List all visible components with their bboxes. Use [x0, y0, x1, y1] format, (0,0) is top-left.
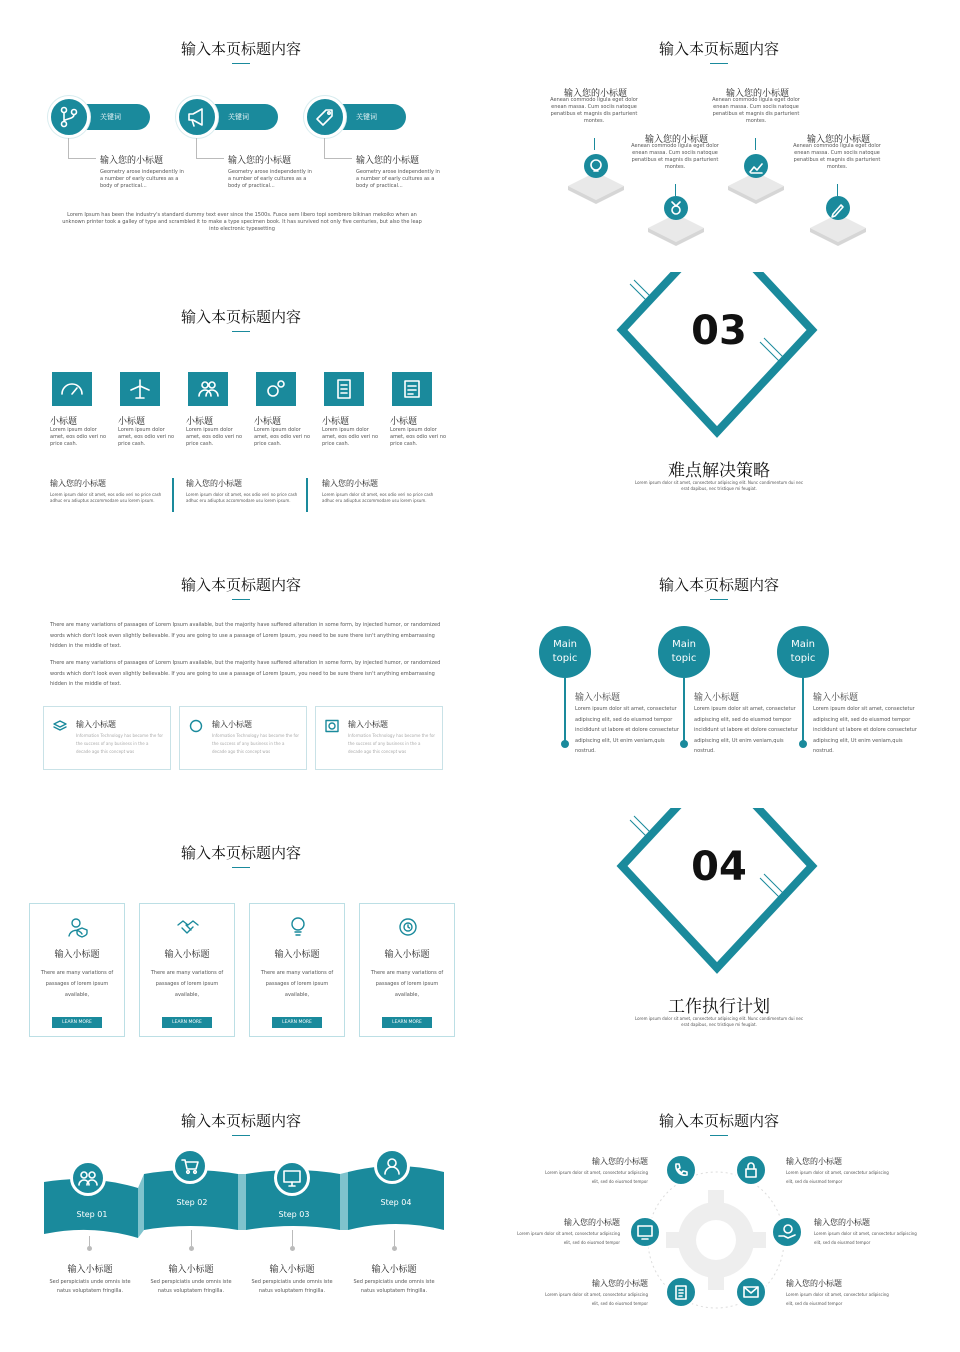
users-icon [188, 372, 228, 406]
slide-1 [6, 4, 476, 268]
item-text: Lorem ipsum dolor sit amet, consectetur adipiscing elit, sed do eiusmod tempor [786, 1170, 889, 1184]
step-label: Step 04 [380, 1198, 412, 1207]
connector-line [324, 158, 352, 159]
info-card [179, 706, 307, 770]
connector-dot [87, 1246, 92, 1251]
item-heading: 小标题 [118, 417, 146, 427]
gears-icon [256, 372, 296, 406]
pencil-icon [837, 184, 838, 196]
card-text: Information Technology has become the for the success of any business in the a decade ago this concept was [76, 733, 164, 754]
title-underline [232, 1135, 250, 1136]
connector-dot [189, 1246, 194, 1251]
item-text: Lorem ipsum dolor amet, eos odio veri no price cash. [186, 427, 243, 447]
topic-line-2: topic [552, 653, 578, 664]
item-text: Geometry arose independently in a number of early cultures as a body of practical... [100, 169, 184, 189]
speedometer-icon [52, 372, 92, 406]
card-heading: 输入小标题 [384, 950, 430, 960]
divider-bar [172, 478, 174, 512]
connector-line [394, 1230, 395, 1246]
item-text: Sed perspiciatis unde omnis iste natus voluptatem fringilla. [49, 1279, 131, 1294]
title-underline [232, 63, 250, 64]
slide-title: 输入本页标题内容 [180, 308, 301, 326]
step-label: Step 01 [76, 1210, 108, 1219]
slide-title: 输入本页标题内容 [180, 40, 301, 58]
item-heading: 输入小标题 [694, 693, 740, 703]
section-number: 04 [691, 844, 747, 890]
slide-7 [6, 808, 476, 1072]
notes-icon [392, 372, 432, 406]
section-title: 工作执行计划 [668, 997, 770, 1017]
feature-card [139, 903, 235, 1037]
slide-title: 输入本页标题内容 [180, 576, 301, 594]
slide-title: 输入本页标题内容 [658, 576, 779, 594]
feature-card [29, 903, 125, 1037]
monitor-code-icon [274, 1160, 310, 1196]
clipboard-icon[interactable] [665, 1276, 697, 1308]
item-heading: 小标题 [50, 417, 78, 427]
stem-dot [680, 740, 688, 748]
card-text: Information Technology has become the for the success of any business in the a decade ago this concept was [348, 733, 436, 754]
item-text: Lorem ipsum dolor amet, eos odio veri no price cash. [390, 427, 447, 447]
bottom-text: Lorem ipsum dolor sit amet, eos odio veri no price cash adhuc eru adiuptus accommodare usu lorem ipsum. [50, 492, 162, 503]
growth-chart-icon [755, 138, 756, 150]
item-heading: 输入您的小标题 [564, 89, 628, 99]
item-heading: 输入小标题 [575, 693, 621, 703]
item-heading: 输入您的小标题 [786, 1279, 842, 1288]
item-heading: 输入小标题 [813, 693, 859, 703]
topic-line-2: topic [671, 653, 697, 664]
center-gear [636, 1160, 796, 1320]
stem-dot [561, 740, 569, 748]
item-heading: 输入您的小标题 [786, 1157, 842, 1166]
title-underline [232, 599, 250, 600]
chat-icon [188, 719, 204, 733]
item-heading: 输入小标题 [168, 1265, 214, 1275]
paragraph: There are many variations of passages of Lorem Ipsum available, but the majority have suffered alteration in some form, by injected humor, or randomized words which don't look even slightly believable. If you are going to use a passage of Lorem Ipsum, you need to be sure there isn't anything embarrassing hidden in the middle of text. [50, 660, 441, 687]
card-heading: 输入小标题 [212, 720, 252, 729]
section-number: 03 [691, 308, 747, 354]
feature-card [359, 903, 455, 1037]
section-text: Lorem ipsum dolor sit amet, consectetur adipiscing elit. Nunc condimentum dui nec erat dapibus, nec tristique mi feugiat. [634, 480, 804, 491]
paragraph: There are many variations of passages of Lorem Ipsum available, but the majority have suffered alteration in some form, by injected humor, or randomized words which don't look even slightly believable. If you are going to use a passage of Lorem Ipsum, you need to be sure there isn't anything embarrassing hidden in the middle of text. [50, 622, 441, 649]
stem-dot [799, 740, 807, 748]
slide-9 [6, 1076, 476, 1340]
bottom-heading: 输入您的小标题 [322, 479, 378, 488]
handshake-icon [176, 916, 200, 938]
connector-line [196, 158, 224, 159]
connector-line [191, 1230, 192, 1246]
item-text: Lorem ipsum dolor sit amet, consectetur adipiscing elit, sed do eiusmod tempor [545, 1170, 648, 1184]
topic-circle [777, 626, 829, 678]
item-heading: 输入小标题 [371, 1265, 417, 1275]
item-text: Geometry arose independently in a number of early cultures as a body of practical... [356, 169, 440, 189]
bottom-heading: 输入您的小标题 [50, 479, 106, 488]
lightbulb-icon [594, 138, 595, 150]
connector-line [324, 138, 325, 158]
item-text: Sed perspiciatis unde omnis iste natus voluptatem fringilla. [353, 1279, 435, 1294]
item-heading: 输入您的小标题 [228, 156, 292, 166]
connector-dot [392, 1246, 397, 1251]
card-text: Information Technology has become the for the success of any business in the a decade ago this concept was [212, 733, 300, 754]
phone-icon[interactable] [665, 1154, 697, 1186]
medal-icon [675, 184, 676, 196]
item-text: Lorem ipsum dolor amet, eos odio veri no price cash. [118, 427, 175, 447]
envelope-icon[interactable] [735, 1276, 767, 1308]
item-text: Sed perspiciatis unde omnis iste natus voluptatem fringilla. [150, 1279, 232, 1294]
learn-more-button[interactable]: LEARN MORE [272, 1017, 322, 1028]
money-hand-icon[interactable] [771, 1216, 803, 1248]
card-heading: 输入小标题 [274, 950, 320, 960]
step-label: Step 03 [278, 1210, 310, 1219]
lock-icon[interactable] [735, 1154, 767, 1186]
keyword-label: 关键词 [100, 113, 121, 121]
item-text: Aenean commodo ligula eget dolor enean massa. Cum sociis natoque penatibus et magnis dis parturient montes. [712, 97, 800, 124]
platform-4 [808, 196, 868, 246]
item-text: Lorem ipsum dolor sit amet, consectetur adipiscing elit, sed do eiusmod tempor [786, 1292, 889, 1306]
keyword-label: 关键词 [228, 113, 249, 121]
slide-2 [484, 4, 954, 268]
topic-line-1: Main [553, 639, 577, 650]
item-heading: 输入小标题 [67, 1265, 113, 1275]
info-card [315, 706, 443, 770]
feature-card [249, 903, 345, 1037]
item-text: Lorem ipsum dolor amet, eos odio veri no price cash. [50, 427, 107, 447]
topic-stem [683, 678, 685, 744]
item-text: Lorem ipsum dolor sit amet, consectetur adipiscing elit, sed do eiusmod tempor incididunt ut labore et dolore consectetur adipiscing elit, Ut enim veniam,quis nostrud. [575, 706, 679, 754]
connector-line [68, 158, 96, 159]
item-heading: 输入您的小标题 [592, 1279, 648, 1288]
title-underline [710, 1135, 728, 1136]
lightbulb-icon [286, 916, 310, 938]
info-card [43, 706, 171, 770]
item-heading: 输入您的小标题 [645, 135, 709, 145]
card-heading: 输入小标题 [76, 720, 116, 729]
card-heading: 输入小标题 [348, 720, 388, 729]
item-text: Lorem ipsum dolor sit amet, consectetur adipiscing elit, sed do eiusmod tempor incididunt ut labore et dolore consectetur adipiscing elit, Ut enim veniam,quis nostrud. [813, 706, 917, 754]
connector-line [292, 1230, 293, 1246]
airplane-icon [120, 372, 160, 406]
bottom-text: Lorem ipsum dolor sit amet, eos odio veri no price cash adhuc eru adiuptus accommodare usu lorem ipsum. [186, 492, 298, 503]
item-heading: 输入小标题 [269, 1265, 315, 1275]
learn-more-button[interactable]: LEARN MORE [382, 1017, 432, 1028]
tag-icon [304, 96, 346, 138]
item-heading: 输入您的小标题 [814, 1218, 870, 1227]
title-underline [710, 599, 728, 600]
section-title: 难点解决策略 [668, 461, 770, 481]
keyword-label: 关键词 [356, 113, 377, 121]
learn-more-button[interactable]: LEARN MORE [162, 1017, 212, 1028]
topic-circle [539, 626, 591, 678]
item-heading: 输入您的小标题 [726, 89, 790, 99]
card-text: There are many variations of passages of lorem ipsum available, [40, 970, 114, 998]
topic-line-1: Main [672, 639, 696, 650]
diamond-frame [612, 272, 822, 442]
item-text: Aenean commodo ligula eget dolor enean massa. Cum sociis natoque penatibus et magnis dis parturient montes. [631, 143, 719, 170]
document-icon [324, 372, 364, 406]
title-underline [232, 867, 250, 868]
gear-clock-icon [396, 916, 420, 938]
item-heading: 输入您的小标题 [100, 156, 164, 166]
connector-dot [290, 1246, 295, 1251]
item-heading: 输入您的小标题 [356, 156, 420, 166]
item-heading: 小标题 [390, 417, 418, 427]
slide-title: 输入本页标题内容 [180, 1112, 301, 1130]
bottom-text: Lorem ipsum dolor sit amet, eos odio veri no price cash adhuc eru adiuptus accommodare usu lorem ipsum. [322, 492, 434, 503]
slide-8 [484, 808, 954, 1072]
section-text: Lorem ipsum dolor sit amet, consectetur adipiscing elit. Nunc condimentum dui nec erat dapibus, nec tristique mi feugiat. [634, 1016, 804, 1027]
diamond-frame [612, 808, 822, 978]
card-text: There are many variations of passages of lorem ipsum available, [260, 970, 334, 998]
item-text: Lorem ipsum dolor amet, eos odio veri no price cash. [254, 427, 311, 447]
item-text: Geometry arose independently in a number of early cultures as a body of practical... [228, 169, 312, 189]
item-text: Sed perspiciatis unde omnis iste natus voluptatem fringilla. [251, 1279, 333, 1294]
topic-line-2: topic [790, 653, 816, 664]
cart-icon [172, 1148, 208, 1184]
connector-line [68, 138, 69, 158]
item-heading: 小标题 [186, 417, 214, 427]
card-heading: 输入小标题 [54, 950, 100, 960]
learn-more-button[interactable]: LEARN MORE [52, 1017, 102, 1028]
slide-title: 输入本页标题内容 [180, 844, 301, 862]
card-text: There are many variations of passages of lorem ipsum available, [370, 970, 444, 998]
title-underline [232, 331, 250, 332]
slide-3 [6, 272, 476, 536]
monitor-icon[interactable] [629, 1216, 661, 1248]
slide-6 [484, 540, 954, 804]
item-text: Lorem ipsum dolor sit amet, consectetur adipiscing elit, sed do eiusmod tempor [814, 1231, 917, 1245]
divider-bar [306, 478, 308, 512]
slide-4 [484, 272, 954, 536]
connector-line [196, 138, 197, 158]
layers-icon [52, 719, 68, 733]
item-heading: 小标题 [322, 417, 350, 427]
item-text: Lorem ipsum dolor sit amet, consectetur adipiscing elit, sed do eiusmod tempor incididunt ut labore et dolore consectetur adipiscing elit, Ut enim veniam,quis nostrud. [694, 706, 798, 754]
item-heading: 输入您的小标题 [807, 135, 871, 145]
item-text: Aenean commodo ligula eget dolor enean massa. Cum sociis natoque penatibus et magnis dis parturient montes. [550, 97, 638, 124]
item-heading: 输入您的小标题 [564, 1218, 620, 1227]
topic-stem [802, 678, 804, 744]
topic-circle [658, 626, 710, 678]
footer-text: Lorem Ipsum has been the industry's standard dummy text ever since the 1500s. Fusce sem libero topi sombrero bikinan mekoiko when an unknown printer took a galley of type and scrambled it to make a type specimen book. It has survived not only five centuries, but also the leap into electronic typesetting [62, 212, 422, 232]
item-text: Aenean commodo ligula eget dolor enean massa. Cum sociis natoque penatibus et magnis dis parturient montes. [793, 143, 881, 170]
card-text: There are many variations of passages of lorem ipsum available, [150, 970, 224, 998]
slide-title: 输入本页标题内容 [658, 1112, 779, 1130]
users-icon [70, 1160, 106, 1196]
user-shield-icon [66, 916, 90, 938]
bottom-heading: 输入您的小标题 [186, 479, 242, 488]
dollar-icon [324, 719, 340, 733]
item-text: Lorem ipsum dolor amet, eos odio veri no price cash. [322, 427, 379, 447]
platform-3 [726, 154, 786, 204]
item-heading: 小标题 [254, 417, 282, 427]
megaphone-icon [176, 96, 218, 138]
branch-icon [48, 96, 90, 138]
slide-title: 输入本页标题内容 [658, 40, 779, 58]
platform-1 [566, 154, 626, 204]
support-agent-icon [374, 1148, 410, 1184]
topic-line-1: Main [791, 639, 815, 650]
item-heading: 输入您的小标题 [592, 1157, 648, 1166]
connector-line [89, 1236, 90, 1246]
item-text: Lorem ipsum dolor sit amet, consectetur adipiscing elit, sed do eiusmod tempor [545, 1292, 648, 1306]
step-label: Step 02 [176, 1198, 208, 1207]
slide-5 [6, 540, 476, 804]
card-heading: 输入小标题 [164, 950, 210, 960]
topic-stem [564, 678, 566, 744]
title-underline [710, 63, 728, 64]
slide-10 [484, 1076, 954, 1340]
item-text: Lorem ipsum dolor sit amet, consectetur adipiscing elit, sed do eiusmod tempor [517, 1231, 620, 1245]
platform-2 [646, 196, 706, 246]
